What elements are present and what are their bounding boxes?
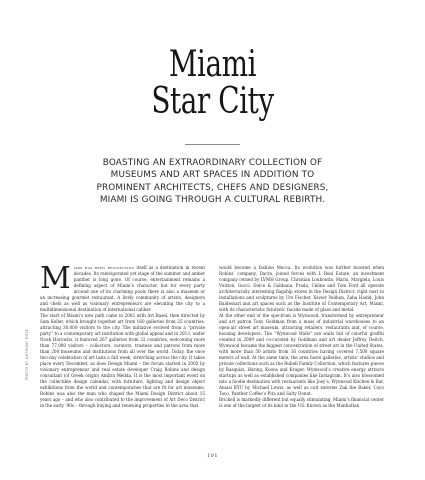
paragraph bbox=[40, 261, 205, 313]
paragraph: The start of Miami’s new path came in 2002 with Art Basel, then directed by Sam Keller, which brought together art from 160 galleries from 25 countries, attracting 30,000 visitors to the city. The initiative evolved from a “private party” to a contemporary art institution with global appeal and in 2013, under Noah Horowitz, it featured 267 galleries from 32 countries, welcoming more than 77,000 visitors – collectors, curators, trustees and patrons from more than 200 museums and institutions from all over the world. Today, the once two-day celebration of art lasts a full week, stretching across the city. It takes place every December, as does Design Miami – the forum started in 2005 by visionary entrepreneur and real estate developer Craig Robins and design consultant (of Greek origin) Ambra Medda. It is the most important event on the collectible design calendar, with furniture, lighting and design object exhibitions from the world and contemporaries that are fit for art museums. Robins was also the man who shaped the Miami Design District about 15 years ago – and who also contributed to the improvement of Art Deco District in the early ’90s – through buying and renewing properties in the area that bbox=[40, 313, 205, 409]
photo-credit: PHOTO BY ANTHONY ROSE bbox=[25, 328, 29, 380]
article-title-line-1: Miami bbox=[168, 44, 257, 85]
paragraph: At the other end of the spectrum is Wynwood, transformed by entrepreneur and art patron Tony Goldman from a mass of industrial warehouses to an open-air street art museum, attracting retailers, restaurants and, of course, housing developers. The “Wynwood Walls” are walls full of colorful graffiti created in 2009 and co-curated by Goldman and art dealer Jeffrey Deitch. Wynwood became the biggest concentration of street art in the United States, with more than 50 artists from 16 countries having covered 7,500 square meters of wall. At the same time, the area hosts galleries, artists’ studios and private collections such as the Rubell Family Collection, which features pieces by Basquiat, Haring, Koons and Kruger. Wynwood’s creative energy attracts startups as well as established companies like Instagram. It’s also blossomed into a foodie destination with restaurants like Joey’s, Wynwood Kitchen & Bar, Aniasi KYU by Michael Lewis, as well as cult eateries Zak the Baker, Coyo Taco, Panther Coffee’s Pita and Salty Donut. bbox=[219, 313, 384, 397]
body-column-left bbox=[40, 261, 205, 409]
article-subtitle: BOASTING AN EXTRAORDINARY COLLECTION OF MUSEUMS AND ART SPACES IN ADDITION TO PROMINENT ARCHITECTS, CHEFS AND DESIGNERS, MIAMI IS GOING THROUGH A CULTURAL REBIRTH. bbox=[96, 158, 329, 205]
lead-in: iami has been reinventing bbox=[73, 265, 135, 270]
page-number: 101 bbox=[206, 453, 219, 459]
paragraph: would become a fashion Mecca. Its evolution was further boosted when Robins’ company, Dacra, joined forces with L Real Estate, an investment company owned by LVMH Group. Christian Louboutin, Marni, Margiela, Louis Vuitton, Gucci, Dolce & Gabbana, Prada, Céline and Tom Ford all operate architecturally interesting flagship stores in the Design District, right next to installations and sculptures by Urs Fischer, Xavier Veilhan, Zaha Hadid, John Baldessari and art spaces such as the Institute of Contemporary Art, Miami, with its characteristic futuristic facade made of glass and metal. bbox=[219, 265, 384, 313]
paragraph: Brickell is markedly different but equally stimulating. Miami’s financial center is one of the largest of its kind in the US. Known as the Manhattan bbox=[219, 397, 384, 409]
drop-cap: M bbox=[40, 261, 71, 296]
paragraph-text: itself as a destination in recent decades. Its reinvigorated yet stage of the summer and amber panther is long gone. Of course, entertainment remains a defining aspect of Miami’s character, but for every party around one of its charming pools there is also a museum or an increasing gourmet restaurant. A lively community of artists, designers and chefs as well as visionary entrepreneurs are elevating the city to a multidimensional destination of international caliber. bbox=[40, 265, 205, 313]
body-column-right bbox=[219, 265, 384, 409]
title-divider bbox=[185, 144, 240, 145]
article-title-line-2: Star City bbox=[151, 81, 274, 122]
